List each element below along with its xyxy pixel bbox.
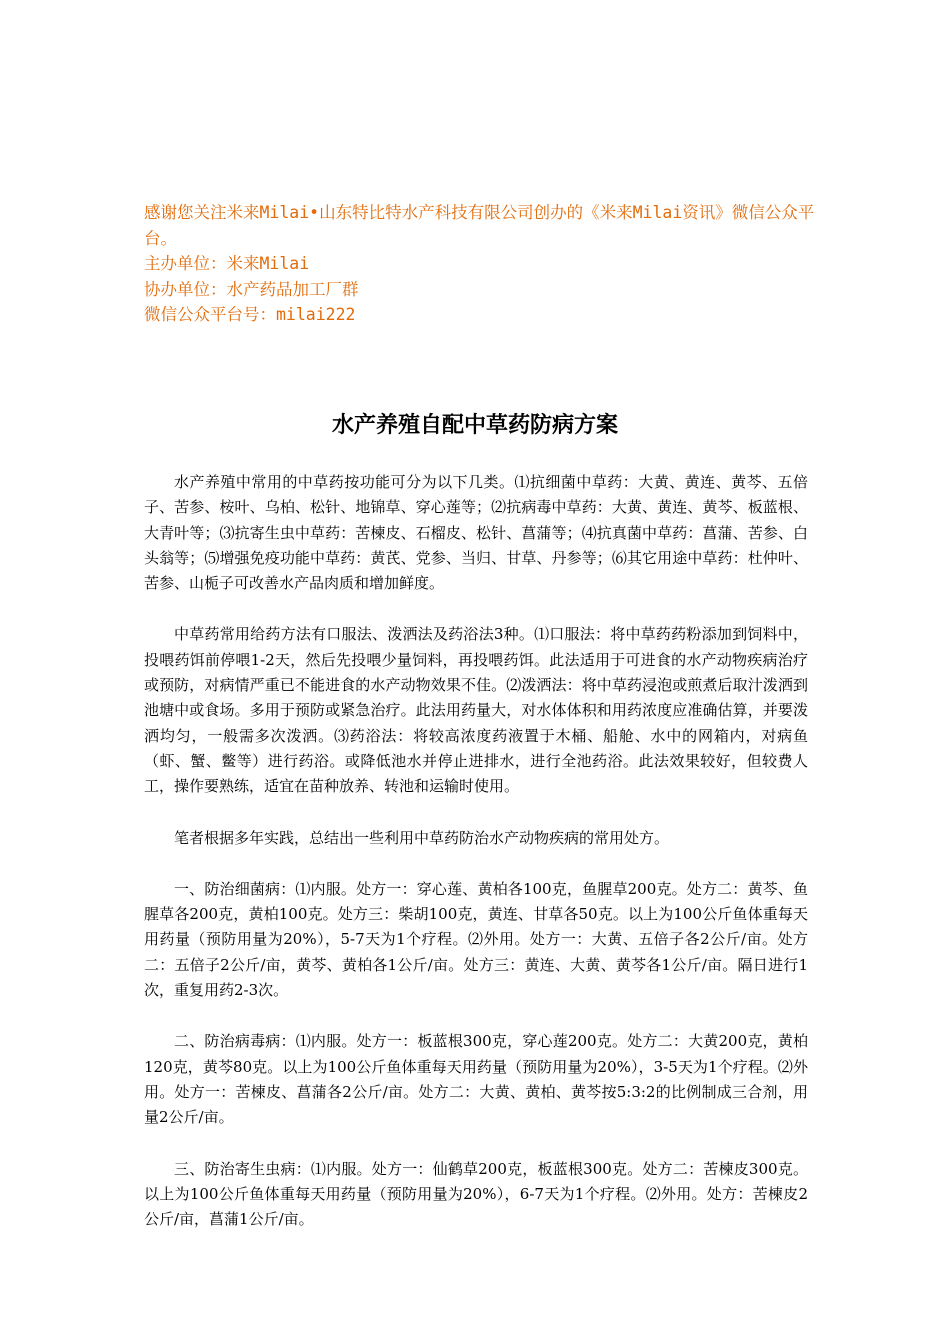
organizer-text: 主办单位：米来Milai (144, 254, 310, 273)
paragraph-viral: 二、防治病毒病：⑴内服。处方一：板蓝根300克，穿心莲200克。处方二：大黄200克，黄柏120克，黄芩80克。以上为100公斤鱼体重每天用药量（预防用量为20%），3-5天为1个疗程。⑵外用。处方一：苦楝皮、菖蒲各2公斤/亩。处方二：大黄、黄柏、黄芩按5:3:2的比例制成三合剂，用量2公斤/亩。 (144, 1032, 808, 1127)
wechat-header (144, 200, 824, 328)
intro-text: 感谢您关注米来Milai•山东特比特水产科技有限公司创办的《米来Milai资讯》微信公众平台。 (144, 203, 815, 248)
article-title: 水产养殖自配中草药防病方案 (331, 413, 618, 438)
co-organizer-text: 协办单位：水产药品加工厂群 (144, 279, 359, 299)
wechat-id-text: 微信公众平台号：milai222 (144, 305, 356, 324)
paragraph-methods: 中草药常用给药方法有口服法、泼洒法及药浴法3种。⑴口服法：将中草药药粉添加到饲料中，投喂药饵前停喂1-2天，然后先投喂少量饲料，再投喂药饵。此法适用于可进食的水产动物疾病治疗或预防，对病情严重已不能进食的水产动物效果不佳。⑵泼洒法：将中草药浸泡或煎煮后取汁泼洒到池塘中或食场。多用于预防或紧急治疗。此法用药量大，对水体体积和用药浓度应准确估算，并要泼洒均匀，一般需多次泼洒。⑶药浴法：将较高浓度药液置于木桶、船舱、水中的网箱内，对病鱼（虾、蟹、鳖等）进行药浴。或降低池水并停止进排水，进行全池药浴。此法效果较好，但较费人工，操作要熟练，适宜在苗种放养、转池和运输时使用。 (144, 625, 808, 796)
paragraph-summary: 笔者根据多年实践，总结出一些利用中草药防治水产动物疾病的常用处方。 (174, 828, 670, 847)
paragraph-bacterial: 一、防治细菌病：⑴内服。处方一：穿心莲、黄柏各100克，鱼腥草200克。处方二：黄芩、鱼腥草各200克，黄柏100克。处方三：柴胡100克，黄连、甘草各50克。以上为100公斤鱼体重每天用药量（预防用量为20%），5-7天为1个疗程。⑵外用。处方一：大黄、五倍子各2公斤/亩。处方二：五倍子2公斤/亩，黄芩、黄柏各1公斤/亩。处方三：黄连、大黄、黄芩各1公斤/亩。隔日进行1次，重复用药2-3次。 (144, 879, 808, 1000)
paragraph-parasite: 三、防治寄生虫病：⑴内服。处方一：仙鹤草200克，板蓝根300克。处方二：苦楝皮300克。以上为100公斤鱼体重每天用药量（预防用量为20%），6-7天为1个疗程。⑵外用。处方：苦楝皮2公斤/亩，菖蒲1公斤/亩。 (144, 1159, 808, 1229)
paragraph-categories: 水产养殖中常用的中草药按功能可分为以下几类。⑴抗细菌中草药：大黄、黄连、黄芩、五倍子、苦参、桉叶、乌柏、松针、地锦草、穿心莲等；⑵抗病毒中草药：大黄、黄连、黄芩、板蓝根、大青叶等；⑶抗寄生虫中草药：苦楝皮、石榴皮、松针、菖蒲等；⑷抗真菌中草药：菖蒲、苦参、白头翁等；⑸增强免疫功能中草药：黄芪、党参、当归、甘草、丹参等；⑹其它用途中草药：杜仲叶、苦参、山栀子可改善水产品肉质和增加鲜度。 (144, 473, 808, 593)
article-body (144, 470, 808, 1258)
